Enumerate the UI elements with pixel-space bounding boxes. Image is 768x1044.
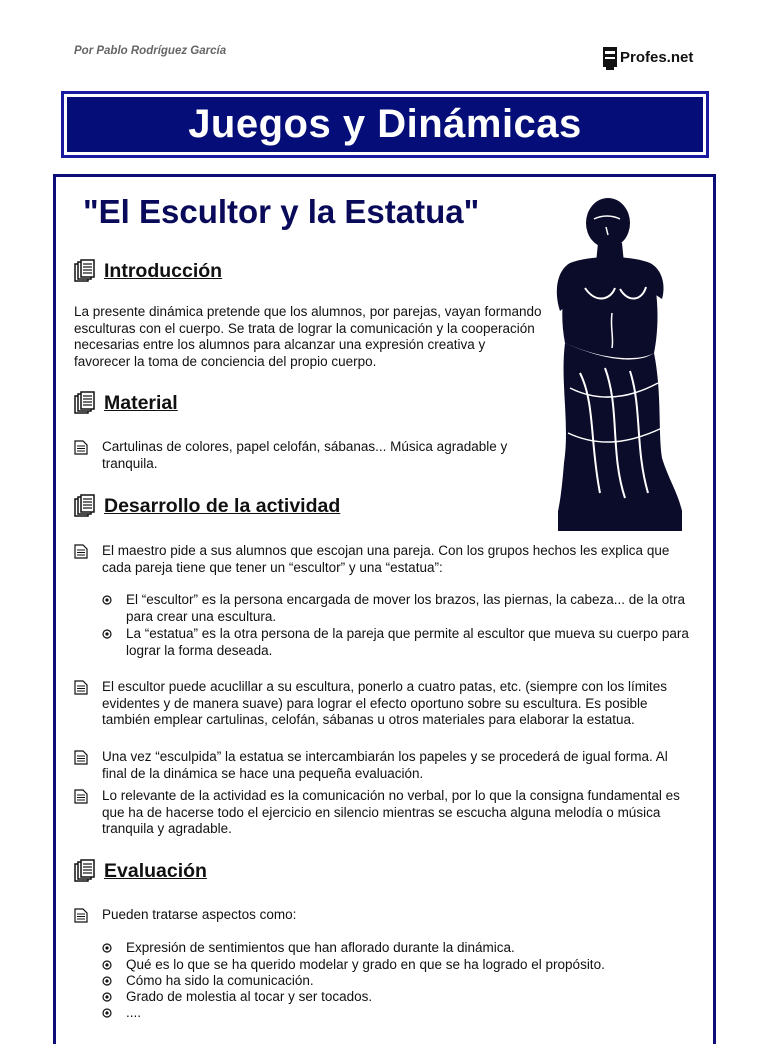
list-item: Lo relevante de la actividad es la comunicación no verbal, por lo que la consigna fundamental es que ha de hacerse todo el ejercicio en silencio mientras se escucha alguna melodía o música tranquila y agradable. [74,788,694,838]
bullet-circle-icon [102,992,112,1002]
svg-text:Profes.net: Profes.net [620,49,694,66]
intro-paragraph: La presente dinámica pretende que los alumnos, por parejas, vayan formando esculturas con el cuerpo. Se trata de lograr la comunicación y la cooperación necesarias entre los alumnos para alcanzar una expresión creativa y favorecer la toma de conciencia del propio cuerpo. [74,304,542,369]
bullet-circle-icon [102,595,112,605]
section-heading-material [74,391,178,415]
list-item: El escultor puede acuclillar a su escultura, ponerlo a cuatro patas, etc. (siempre con los límites evidentes y de manera suave) para lograr el efecto oportuno sobre su escultura. Es posible también emplear cartulinas, celofán, sábanas u otros materiales para elaborar la estatua. [74,679,694,729]
bullet-circle-icon [102,1008,112,1018]
bullet-document-icon [74,908,88,923]
list-item: Una vez “esculpida” la estatua se intercambiarán los papeles y se procederá de igual forma. Al final de la dinámica se hace una pequeña evaluación. [74,749,694,782]
sub-list-item: .... [102,1005,692,1022]
section-heading-introduccion [74,259,222,283]
bullet-circle-icon [102,943,112,953]
bullet-document-icon [74,750,88,765]
section-heading-text: Material [104,391,178,414]
document-title: "El Escultor y la Estatua" [83,193,480,230]
sub-list-item: Expresión de sentimientos que han aflorado durante la dinámica. [102,940,692,957]
document-stack-icon [74,391,96,415]
list-item: Pueden tratarse aspectos como: [74,907,694,924]
bullet-document-icon [74,440,88,455]
title-banner [61,91,709,158]
section-heading-evaluacion [74,859,207,883]
bullet-circle-icon [102,629,112,639]
section-heading-desarrollo [74,494,340,518]
bullet-document-icon [74,544,88,559]
section-heading-text: Evaluación [104,859,207,882]
sub-list-item: El “escultor” es la persona encargada de mover los brazos, las piernas, la cabeza... de la otra para crear una escultura. [102,592,692,625]
banner-title: Juegos y Dinámicas [188,102,582,146]
sub-list-item: Grado de molestia al tocar y ser tocados. [102,989,692,1006]
profes-net-logo[interactable] [603,45,701,71]
statue-illustration [550,193,690,533]
list-item: El maestro pide a sus alumnos que escojan una pareja. Con los grupos hechos les explica que cada pareja tiene que tener un “escultor” y una “estatua”: [74,543,694,576]
bullet-circle-icon [102,960,112,970]
author-credit: Por Pablo Rodríguez García [74,45,227,57]
sub-list-item: Qué es lo que se ha querido modelar y grado en que se ha logrado el propósito. [102,957,692,974]
bullet-document-icon [74,680,88,695]
sub-list-item: Cómo ha sido la comunicación. [102,973,692,990]
section-heading-text: Introducción [104,259,223,282]
bullet-document-icon [74,789,88,804]
bullet-circle-icon [102,976,112,986]
list-item: Cartulinas de colores, papel celofán, sábanas... Música agradable y tranquila. [74,439,529,472]
document-stack-icon [74,859,96,883]
section-heading-text: Desarrollo de la actividad [104,494,341,517]
document-stack-icon [74,259,96,283]
sub-list-item: La “estatua” es la otra persona de la pareja que permite al escultor que mueva su cuerpo para lograr la forma deseada. [102,626,692,659]
document-stack-icon [74,494,96,518]
